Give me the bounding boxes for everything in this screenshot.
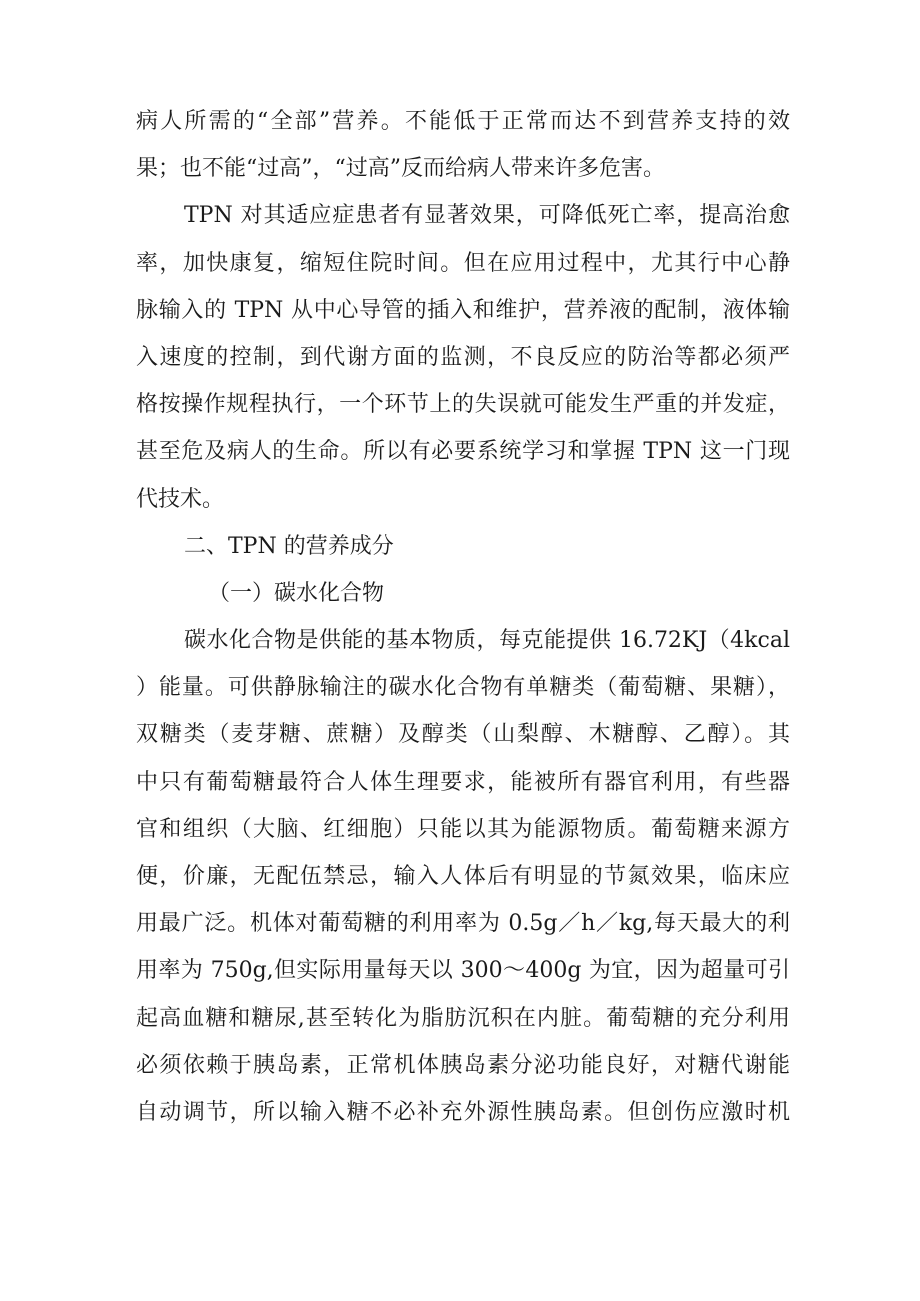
text-line: TPN 对其适应症患者有显著效果，可降低死亡率，提高治愈 <box>184 203 790 229</box>
text-line: 起高血糖和糖尿,甚至转化为脂肪沉积在内脏。葡萄糖的充分利用 <box>136 1005 790 1031</box>
text-line: 格按操作规程执行，一个环节上的失误就可能发生严重的并发症， <box>136 392 790 418</box>
text-line: 碳水化合物是供能的基本物质，每克能提供 16.72KJ（4kcal <box>184 628 790 654</box>
text-line: 入速度的控制，到代谢方面的监测，不良反应的防治等都必须严 <box>136 344 790 370</box>
text-line: 必须依赖于胰岛素，正常机体胰岛素分泌功能良好，对糖代谢能 <box>136 1052 790 1078</box>
text-line: 用率为 750g,但实际用量每天以 300～400g 为宜，因为超量可引 <box>136 958 790 984</box>
text-line: 用最广泛。机体对葡萄糖的利用率为 0.5g／h／kg,每天最大的利 <box>136 911 790 937</box>
text-body <box>136 105 790 1143</box>
text-line: 病人所需的“全部”营养。不能低于正常而达不到营养支持的效 <box>136 109 790 134</box>
text-line: 果；也不能“过高”，“过高”反而给病人带来许多危害。 <box>136 156 665 182</box>
text-line: 双糖类（麦芽糖、蔗糖）及醇类（山梨醇、木糖醇、乙醇）。其 <box>136 722 790 748</box>
text-line: 脉输入的 TPN 从中心导管的插入和维护，营养液的配制，液体输 <box>136 297 790 323</box>
text-line: 率，加快康复，缩短住院时间。但在应用过程中，尤其行中心静 <box>136 250 790 276</box>
text-line: 自动调节，所以输入糖不必补充外源性胰岛素。但创伤应激时机 <box>136 1099 790 1125</box>
text-line: ）能量。可供静脉输注的碳水化合物有单糖类（葡萄糖、果糖）， <box>136 675 790 701</box>
text-line: 官和组织（大脑、红细胞）只能以其为能源物质。葡萄糖来源方 <box>136 816 790 842</box>
text-line: 代技术。 <box>136 486 225 512</box>
subsection-heading: （一）碳水化合物 <box>208 580 385 606</box>
section-heading: 二、TPN 的营养成分 <box>184 533 394 559</box>
text-line: 甚至危及病人的生命。所以有必要系统学习和掌握 TPN 这一门现 <box>136 439 790 465</box>
text-line: 中只有葡萄糖最符合人体生理要求，能被所有器官利用，有些器 <box>136 769 790 795</box>
text-line: 便，价廉，无配伍禁忌，输入人体后有明显的节氮效果，临床应 <box>136 864 790 889</box>
